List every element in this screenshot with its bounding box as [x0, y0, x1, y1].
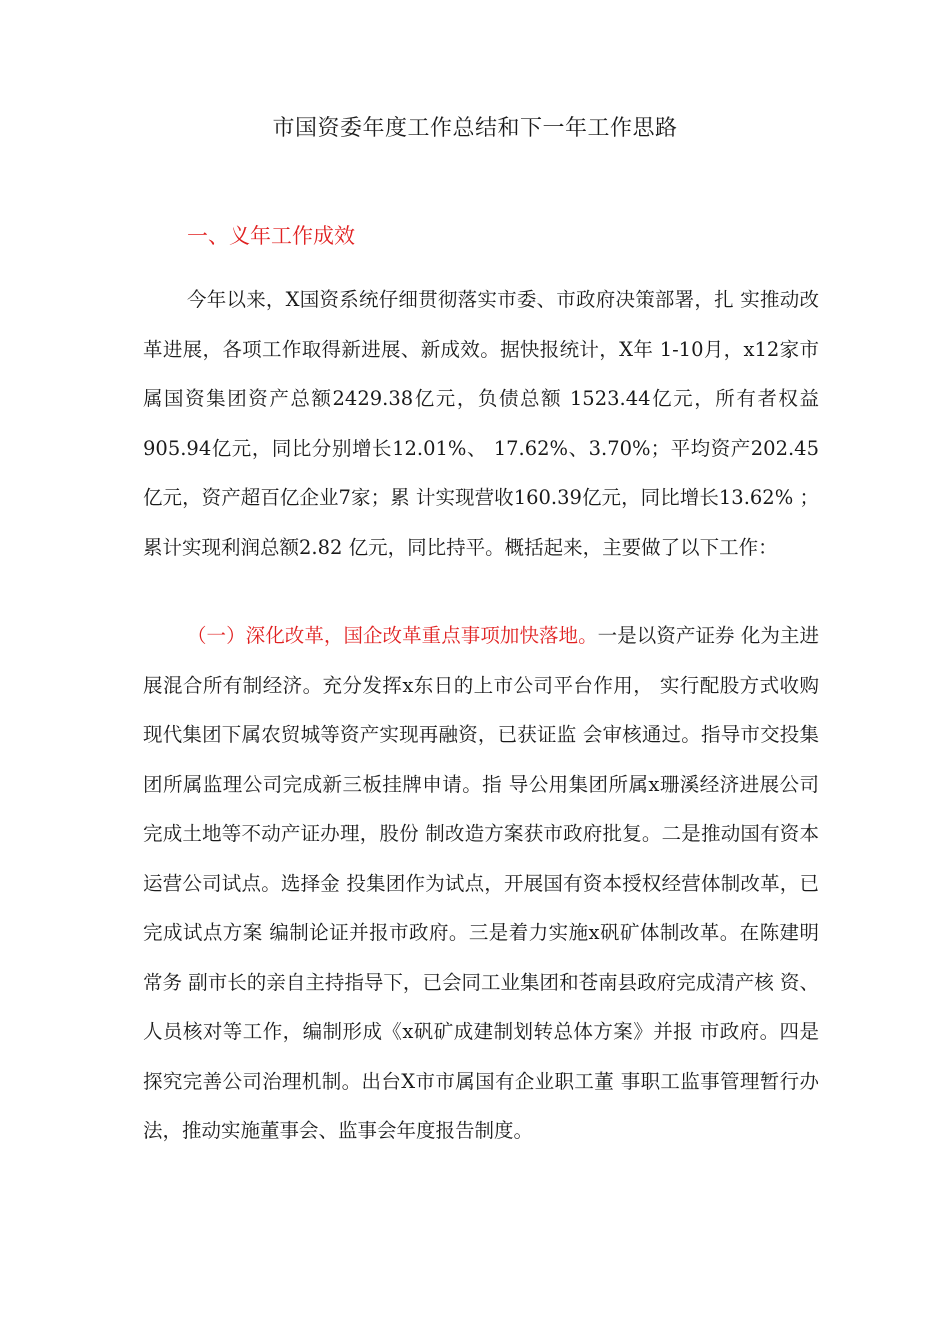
paragraph-achievements-summary: 今年以来，X国资系统仔细贯彻落实市委、市政府决策部署，扎 实推动改革进展，各项工作取得新进展、新成效。据快报统计，X年 1-10月，x12家市属国资集团资产总额2429.38亿元，负债总额 1523.44亿元，所有者权益905.94亿元，同比分别增长12.01%、 17.62%、3.70%；平均资产202.45亿元，资产超百亿企业7家；累 计实现营收160.39亿元，同比增长13.62% ；累计实现利润总额2.82 亿元，同比持平。概括起来，主要做了以下工作：: [143, 288, 819, 559]
paragraph-deepen-reform: [143, 611, 819, 1156]
paragraph-deepen-reform-body: 一是以资产证券 化为主进展混合所有制经济。充分发挥x东日的上市公司平台作用， 实行配股方式收购现代集团下属农贸城等资产实现再融资，已获证监 会审核通过。指导市交投集团所属监理公司完成新三板挂牌申请。指 导公用集团所属x珊溪经济进展公司完成土地等不动产证办理，股份 制改造方案获市政府批复。二是推动国有资本运营公司试点。选择金 投集团作为试点，开展国有资本授权经营体制改革，已完成试点方案 编制论证并报市政府。三是着力实施x矾矿体制改革。在陈建明常务 副市长的亲自主持指导下，已会同工业集团和苍南县政府完成清产核 资、人员核对等工作，编制形成《x矾矿成建制划转总体方案》并报 市政府。四是探究完善公司治理机制。出台X市市属国有企业职工董 事职工监事管理暂行办法，推动实施董事会、监事会年度报告制度。: [143, 624, 819, 1142]
section-heading: 一、义年工作成效: [187, 224, 355, 248]
document-title: 市国资委年度工作总结和下一年工作思路: [272, 116, 678, 141]
subsection-heading: （一）深化改革，国企改革重点事项加快落地。: [187, 624, 598, 647]
